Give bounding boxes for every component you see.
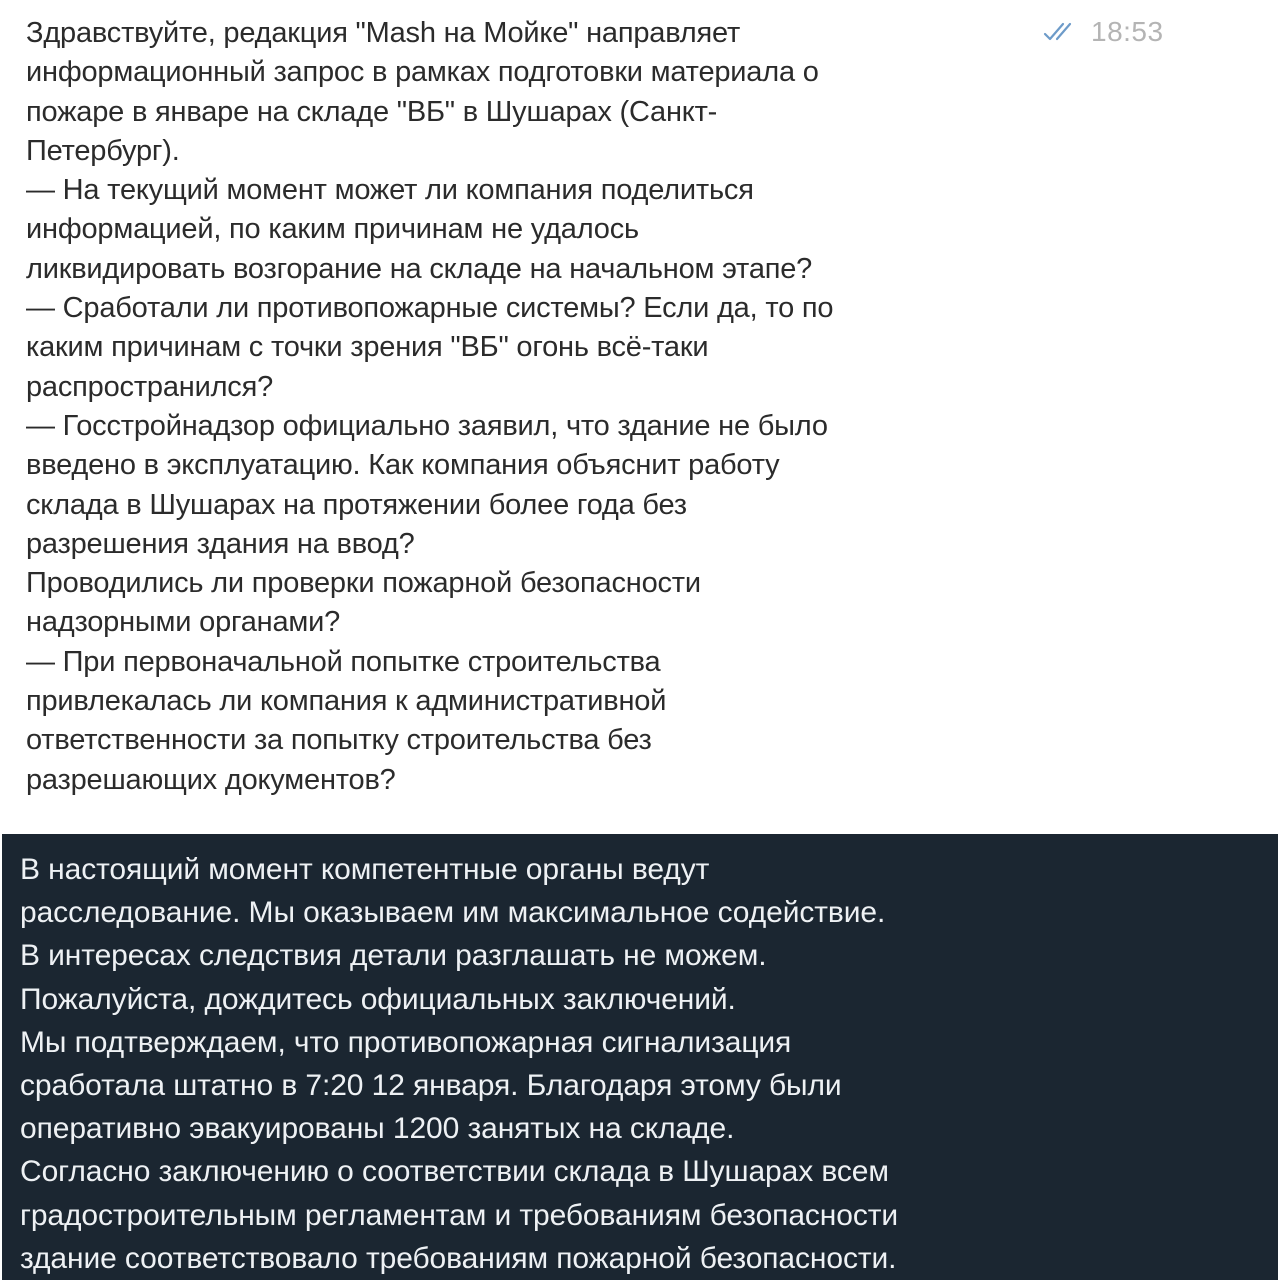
message-line: каким причинам с точки зрения "ВБ" огонь всё-таки xyxy=(26,331,709,364)
message-line: Петербург). xyxy=(26,134,180,167)
reply-line: Пожалуйста, дождитесь официальных заключений. xyxy=(20,982,736,1016)
message-line: информацией, по каким причинам не удалось xyxy=(26,213,639,246)
reply-line: В настоящий момент компетентные органы ведут xyxy=(20,853,710,886)
reply-line: сработала штатно в 7:20 12 января. Благодаря этому были xyxy=(20,1069,842,1103)
message-line: Здравствуйте, редакция "Mash на Мойке" направляет xyxy=(26,17,741,49)
message-line: ликвидировать возгорание на складе на начальном этапе? xyxy=(26,252,813,285)
reply-line: здание соответствовало требованиям пожарной безопасности. xyxy=(20,1241,897,1275)
reply-line: Мы подтверждаем, что противопожарная сигнализация xyxy=(20,1025,792,1059)
outgoing-message-text xyxy=(26,14,1016,800)
reply-message-text xyxy=(20,848,1270,1280)
message-line: — На текущий момент может ли компания поделиться xyxy=(26,174,754,207)
message-line: — Сработали ли противопожарные системы? Если да, то по xyxy=(26,292,834,325)
message-line: ответственности за попытку строительства без xyxy=(26,724,652,757)
reply-line: расследование. Мы оказываем им максимальное содействие. xyxy=(20,896,886,930)
message-time: 18:53 xyxy=(1091,16,1164,47)
double-check-icon xyxy=(1043,20,1083,44)
message-line: Проводились ли проверки пожарной безопасности xyxy=(26,567,701,600)
message-line: надзорными органами? xyxy=(26,606,341,639)
message-line: — Госстройнадзор официально заявил, что здание не было xyxy=(26,409,828,442)
message-meta xyxy=(1043,16,1164,48)
message-line: разрешения здания на ввод? xyxy=(26,527,415,560)
message-line: пожаре в январе на складе "ВБ" в Шушарах (Санкт- xyxy=(26,95,718,128)
message-line: распространился? xyxy=(26,370,274,403)
reply-line: В интересах следствия детали разглашать не можем. xyxy=(20,939,767,973)
message-line: введено в эксплуатацию. Как компания объяснит работу xyxy=(26,449,780,482)
message-line: — При первоначальной попытке строительства xyxy=(26,645,661,678)
message-line: разрешающих документов? xyxy=(26,763,396,796)
reply-line: оперативно эвакуированы 1200 занятых на складе. xyxy=(20,1112,735,1146)
reply-line: градостроительным регламентам и требованиям безопасности xyxy=(20,1198,899,1232)
reply-message xyxy=(2,834,1278,1280)
message-line: привлекалась ли компания к административной xyxy=(26,685,667,718)
reply-line: Согласно заключению о соответствии склада в Шушарах всем xyxy=(20,1155,889,1189)
message-line: информационный запрос в рамках подготовки материала о xyxy=(26,56,819,89)
message-line: склада в Шушарах на протяжении более года без xyxy=(26,488,687,521)
